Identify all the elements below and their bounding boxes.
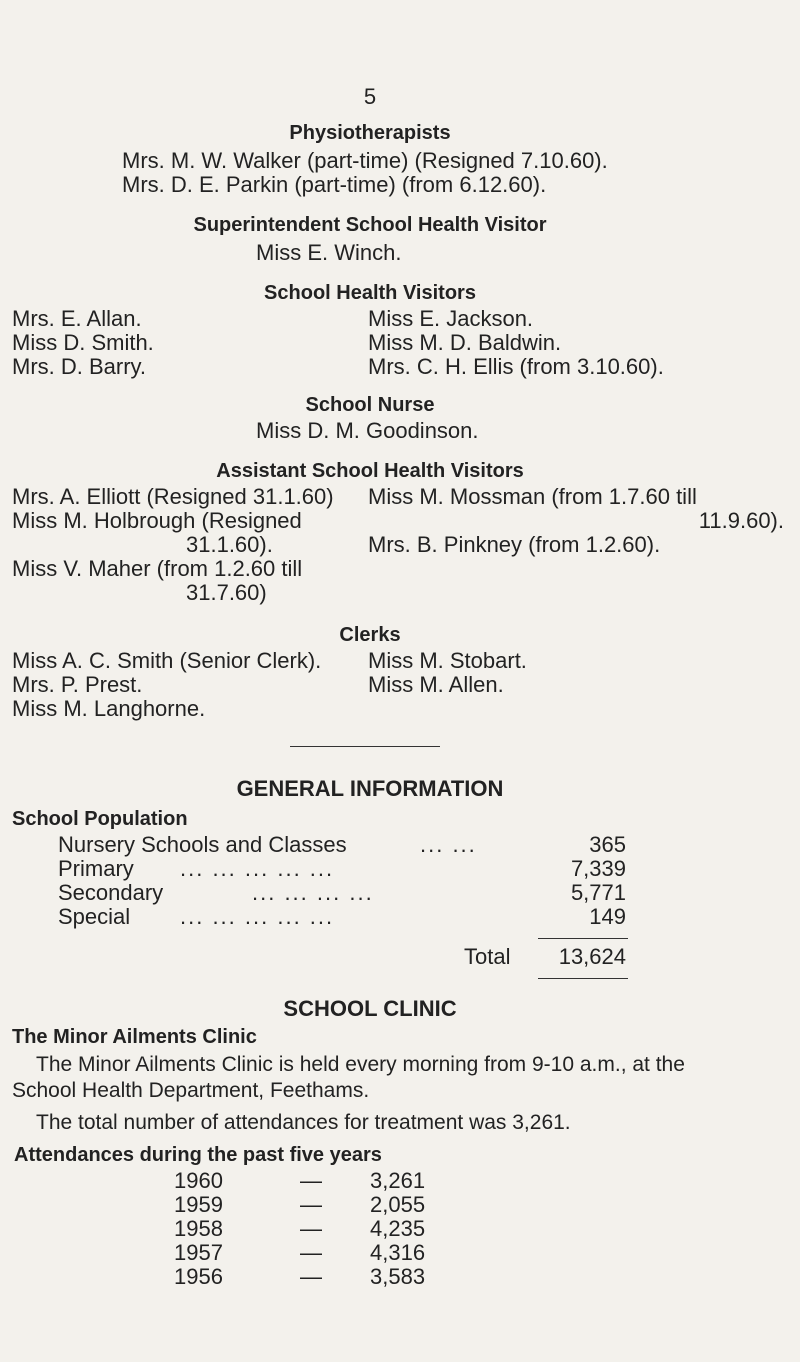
clerk-left: Mrs. P. Prest. bbox=[12, 672, 143, 697]
total-value: 13,624 bbox=[558, 944, 626, 969]
total-rule bbox=[538, 938, 628, 939]
section-divider bbox=[290, 746, 440, 747]
attendance-dash: — bbox=[300, 1192, 322, 1217]
health-visitor-left: Mrs. E. Allan. bbox=[12, 306, 142, 331]
assistant-visitor-left: Miss M. Holbrough (Resigned bbox=[12, 508, 302, 533]
attendance-dash: — bbox=[300, 1264, 322, 1289]
population-value: 365 bbox=[589, 832, 626, 857]
school-nurse-name: Miss D. M. Goodinson. bbox=[256, 418, 479, 443]
attendance-dash: — bbox=[300, 1216, 322, 1241]
attendance-total-text: The total number of attendances for treatment was 3,261. bbox=[36, 1111, 571, 1134]
attendances-heading: Attendances during the past five years bbox=[14, 1144, 382, 1166]
clerk-right: Miss M. Stobart. bbox=[368, 648, 527, 673]
general-information-heading: GENERAL INFORMATION bbox=[236, 776, 504, 801]
population-value: 7,339 bbox=[570, 856, 626, 881]
attendance-year: 1956 bbox=[174, 1264, 223, 1289]
attendance-dash: — bbox=[300, 1168, 322, 1193]
clinic-paragraph-line: The Minor Ailments Clinic is held every morning from 9-10 a.m., at the bbox=[36, 1053, 685, 1076]
attendance-year: 1960 bbox=[174, 1168, 223, 1193]
assistant-visitor-right: 11.9.60). bbox=[698, 508, 784, 533]
health-visitor-right: Miss E. Jackson. bbox=[368, 306, 534, 331]
attendance-dash: — bbox=[300, 1240, 322, 1265]
assistant-visitors-heading: Assistant School Health Visitors bbox=[216, 460, 524, 482]
population-dots: ... ... bbox=[420, 832, 477, 857]
physiotherapist-line: Mrs. M. W. Walker (part-time) (Resigned 7.10.60). bbox=[122, 148, 608, 173]
superintendent-heading: Superintendent School Health Visitor bbox=[193, 214, 547, 236]
population-dots: ... ... ... ... ... bbox=[180, 856, 335, 881]
attendance-year: 1958 bbox=[174, 1216, 223, 1241]
population-dots: ... ... ... ... bbox=[252, 880, 374, 905]
total-underline bbox=[538, 978, 628, 979]
clinic-paragraph-line: School Health Department, Feethams. bbox=[12, 1079, 370, 1102]
assistant-visitor-left: Miss V. Maher (from 1.2.60 till bbox=[12, 556, 303, 581]
population-label: Special bbox=[58, 904, 131, 929]
clerk-left: Miss M. Langhorne. bbox=[12, 696, 206, 721]
health-visitors-heading: School Health Visitors bbox=[264, 282, 476, 304]
school-clinic-heading: SCHOOL CLINIC bbox=[283, 996, 457, 1021]
population-value: 149 bbox=[589, 904, 626, 929]
attendance-year: 1957 bbox=[174, 1240, 223, 1265]
health-visitor-right: Miss M. D. Baldwin. bbox=[368, 330, 562, 355]
assistant-visitor-left: 31.7.60) bbox=[186, 580, 267, 605]
page-number: 5 bbox=[363, 84, 377, 109]
health-visitor-right: Mrs. C. H. Ellis (from 3.10.60). bbox=[368, 354, 664, 379]
health-visitor-left: Mrs. D. Barry. bbox=[12, 354, 147, 379]
assistant-visitor-left: 31.1.60). bbox=[186, 532, 273, 557]
clerks-heading: Clerks bbox=[339, 624, 401, 646]
assistant-visitor-right: Mrs. B. Pinkney (from 1.2.60). bbox=[368, 532, 661, 557]
attendance-count: 2,055 bbox=[370, 1192, 426, 1217]
population-label: Primary bbox=[58, 856, 134, 881]
population-dots: ... ... ... ... ... bbox=[180, 904, 335, 929]
attendance-year: 1959 bbox=[174, 1192, 223, 1217]
assistant-visitor-right: Miss M. Mossman (from 1.7.60 till bbox=[368, 484, 697, 509]
attendance-count: 3,583 bbox=[370, 1264, 426, 1289]
population-value: 5,771 bbox=[570, 880, 626, 905]
clerk-left: Miss A. C. Smith (Senior Clerk). bbox=[12, 648, 322, 673]
assistant-visitor-left: Mrs. A. Elliott (Resigned 31.1.60) bbox=[12, 484, 334, 509]
attendance-count: 3,261 bbox=[370, 1168, 426, 1193]
physiotherapists-heading: Physiotherapists bbox=[289, 122, 451, 144]
total-label: Total bbox=[464, 944, 511, 969]
population-label: Secondary bbox=[58, 880, 164, 905]
school-population-heading: School Population bbox=[12, 808, 188, 830]
clerk-right: Miss M. Allen. bbox=[368, 672, 504, 697]
superintendent-name: Miss E. Winch. bbox=[256, 240, 402, 265]
physiotherapist-line: Mrs. D. E. Parkin (part-time) (from 6.12.60). bbox=[122, 172, 547, 197]
health-visitor-left: Miss D. Smith. bbox=[12, 330, 154, 355]
attendance-count: 4,316 bbox=[370, 1240, 426, 1265]
minor-ailments-heading: The Minor Ailments Clinic bbox=[12, 1026, 257, 1048]
population-label: Nursery Schools and Classes bbox=[58, 832, 347, 857]
attendance-count: 4,235 bbox=[370, 1216, 426, 1241]
school-nurse-heading: School Nurse bbox=[305, 394, 435, 416]
